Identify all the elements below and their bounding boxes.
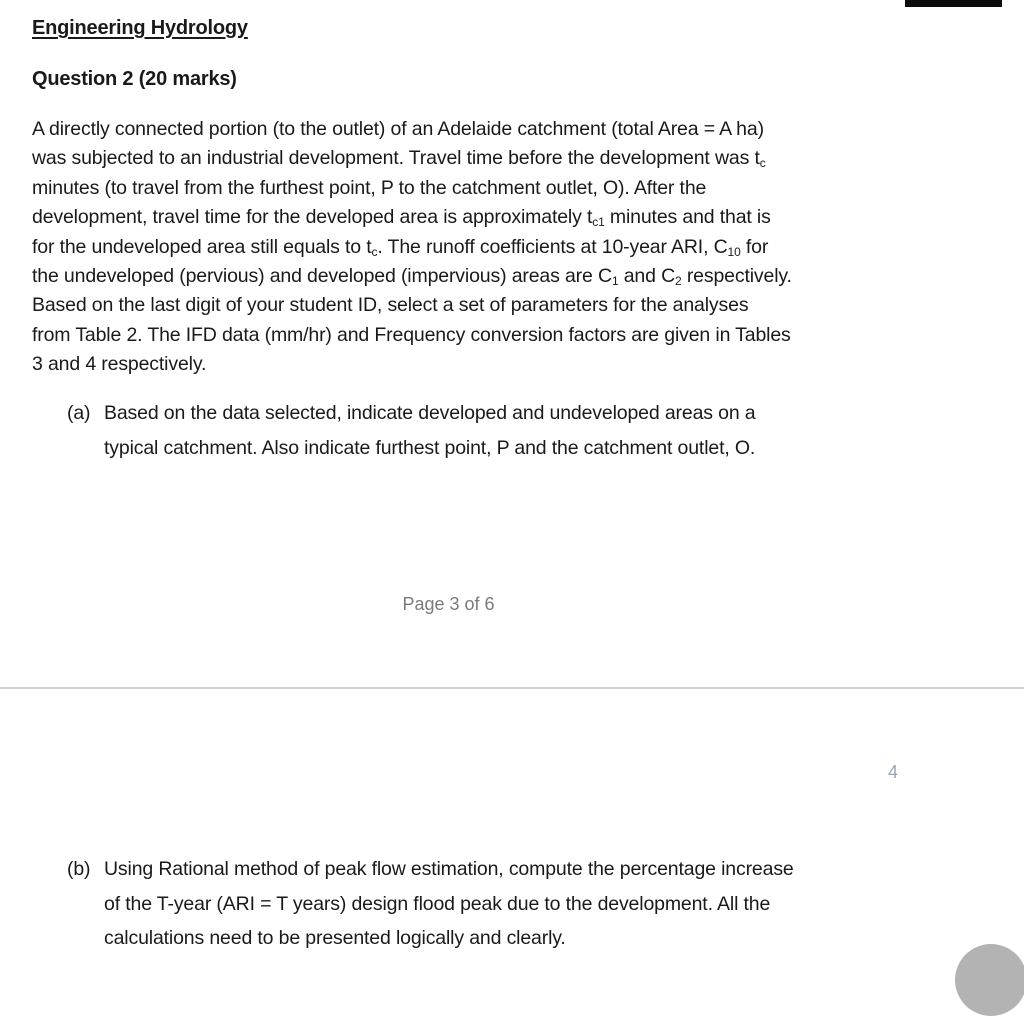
part-a-label: (a) [67,402,91,424]
course-title: Engineering Hydrology [32,17,248,39]
part-b-label: (b) [67,858,91,880]
paragraph-line: development, travel time for the developed area is approximately $t_{c1}$ minutes and that is [32,206,771,230]
question-title: Question 2 (20 marks) [32,68,237,90]
part-a [67,396,755,465]
scroll-button[interactable] [955,944,1024,1016]
question-paragraph [32,115,912,380]
paragraph-line: the undeveloped (pervious) and developed (impervious) areas are $C_1$ and $C_2$ respectively. [32,265,792,289]
page-indicator: Page 3 of 6 [402,594,495,614]
top-bar [905,0,1002,7]
paragraph-line: for the undeveloped area still equals to $t_c$. The runoff coefficients at 10-year ARI, $C_{10}$ for [32,235,769,259]
page-divider [0,687,1024,689]
part-b-line: of the T-year (ARI = T years) design flood peak due to the development. All the [104,892,771,915]
paragraph-line: A directly connected portion (to the outlet) of an Adelaide catchment (total Area = A ha) [32,118,764,140]
part-a-line: (a) Based on the data selected, indicate developed and undeveloped areas on a [67,396,755,431]
paragraph-line: minutes (to travel from the furthest point, P to the catchment outlet, O). After the [32,176,707,199]
part-a-line: typical catchment. Also indicate furthest point, P and the catchment outlet, O. [104,436,756,459]
page-number: 4 [888,762,899,782]
part-b-line: (b) Using Rational method of peak flow estimation, compute the percentage increase [67,852,794,887]
paragraph-line: 3 and 4 respectively. [32,353,207,376]
part-b [67,852,794,956]
paragraph-line: Based on the last digit of your student ID, select a set of parameters for the analyses [32,294,749,317]
part-b-line: calculations need to be presented logically and clearly. [104,927,566,949]
paragraph-line: was subjected to an industrial development. Travel time before the development was $t_c$ [32,147,766,171]
paragraph-line: from Table 2. The IFD data (mm/hr) and Frequency conversion factors are given in Tables [32,323,791,346]
